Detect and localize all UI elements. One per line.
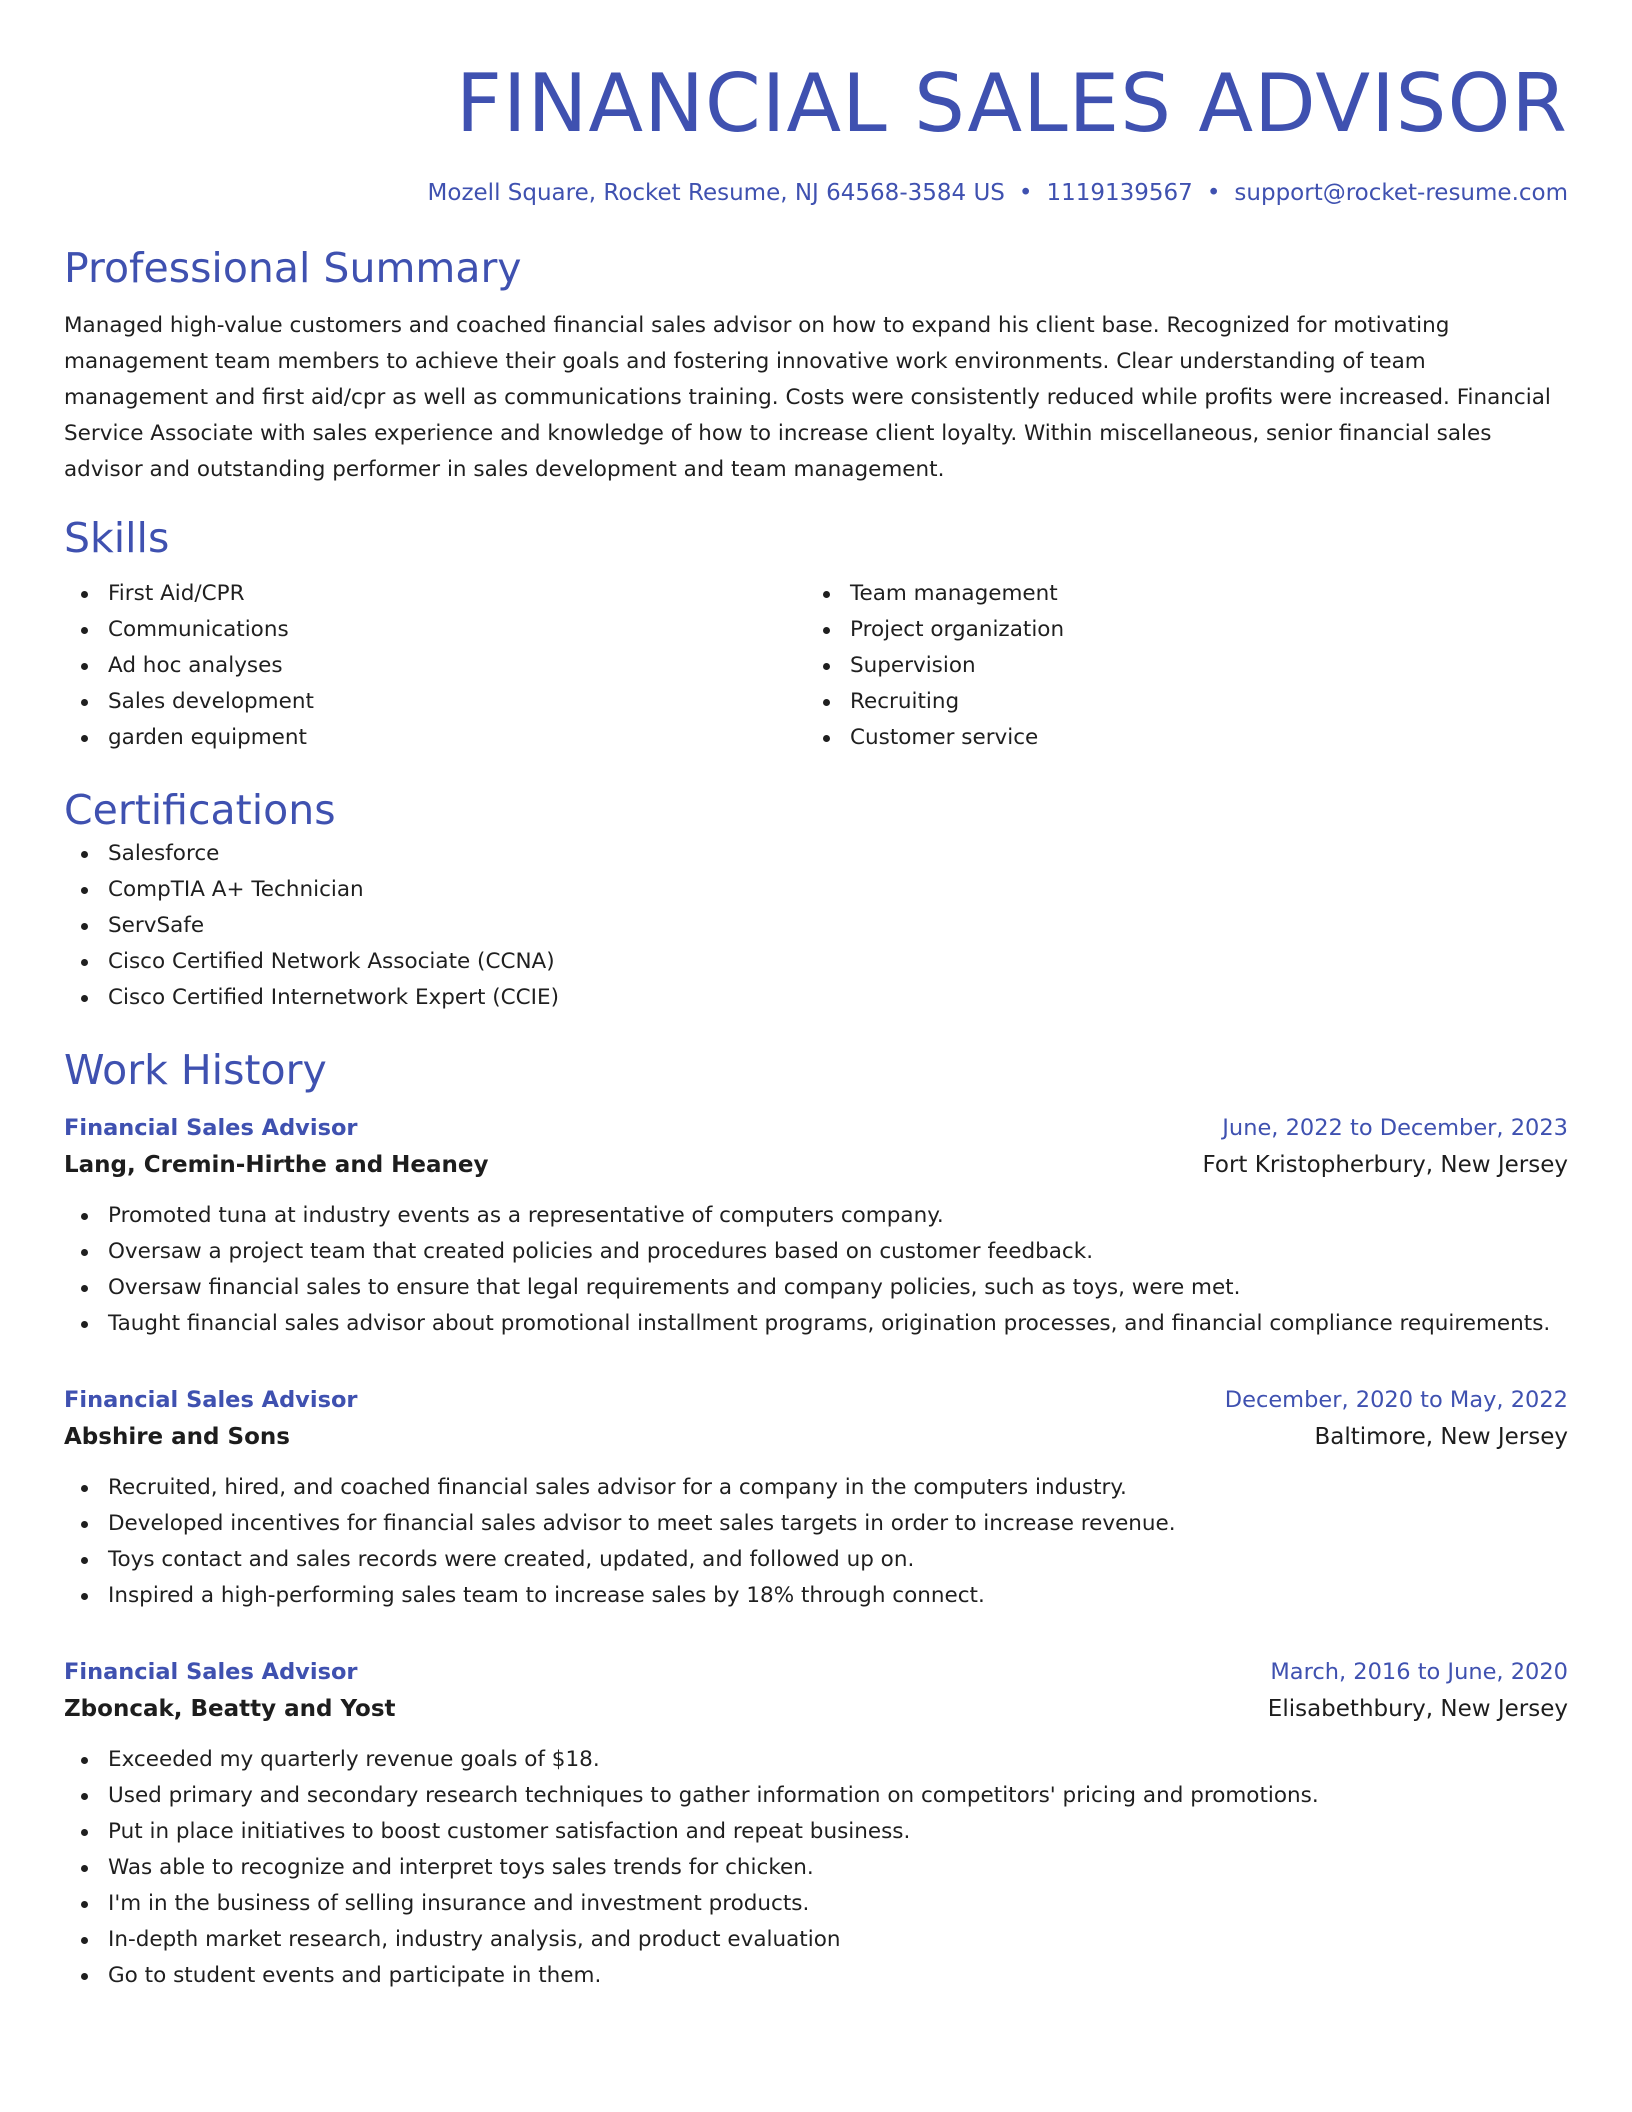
job-bullet: Oversaw a project team that created policies and procedures based on customer feedback. (64, 1234, 1568, 1270)
work-history-section-title: Work History (64, 1046, 327, 1094)
job-title: Financial Sales Advisor (64, 1115, 358, 1141)
job-company-row (64, 1690, 1568, 1728)
job-bullets (64, 1742, 1568, 1994)
skill-item: Customer service (806, 720, 1548, 756)
job-title: Financial Sales Advisor (64, 1387, 358, 1413)
skill-item: Ad hoc analyses (64, 648, 806, 684)
skills-list-right (806, 576, 1548, 756)
skills-column-right (806, 576, 1548, 756)
skills-list-left (64, 576, 806, 756)
summary-text: Managed high-value customers and coached financial sales advisor on how to expand his client base. Recognized for motivating management team members to achieve their goals and fostering innovative work environments. Clear understanding of team management and first aid/cpr as well as communications training. Costs were consistently reduced while profits were increased. Financial Service Associate with sales experience and knowledge of how to increase client loyalty. Within miscellaneous, senior financial sales advisor and outstanding performer in sales development and team management. (64, 313, 1551, 482)
certifications-list (64, 836, 1568, 1016)
job-company-row (64, 1418, 1568, 1456)
job-company: Zboncak, Beatty and Yost (64, 1696, 396, 1722)
skills-section-title: Skills (64, 514, 170, 562)
skill-item: Team management (806, 576, 1548, 612)
job-dates: March, 2016 to June, 2020 (1270, 1659, 1568, 1685)
resume-page (64, 0, 1568, 1994)
job-bullet: In-depth market research, industry analysis, and product evaluation (64, 1922, 1568, 1958)
skill-item: Supervision (806, 648, 1548, 684)
job-entry (64, 1110, 1568, 1342)
job-bullet: Used primary and secondary research techniques to gather information on competitors' pricing and promotions. (64, 1778, 1568, 1814)
job-company-row (64, 1146, 1568, 1184)
job-bullet: Oversaw financial sales to ensure that legal requirements and company policies, such as toys, were met. (64, 1270, 1568, 1306)
job-header-row (64, 1382, 1568, 1418)
certification-item: Salesforce (64, 836, 1568, 872)
job-location: Baltimore, New Jersey (1314, 1424, 1568, 1450)
contact-line (64, 178, 1568, 208)
job-bullet: Was able to recognize and interpret toys sales trends for chicken. (64, 1850, 1568, 1886)
contact-separator: • (1018, 180, 1033, 206)
skill-item: Sales development (64, 684, 806, 720)
contact-separator: • (1206, 180, 1221, 206)
job-bullet: Promoted tuna at industry events as a representative of computers company. (64, 1198, 1568, 1234)
skill-item: Recruiting (806, 684, 1548, 720)
certification-item: ServSafe (64, 908, 1568, 944)
job-header-row (64, 1110, 1568, 1146)
certification-item: Cisco Certified Internetwork Expert (CCIE) (64, 980, 1568, 1016)
job-bullet: Recruited, hired, and coached financial sales advisor for a company in the computers industry. (64, 1470, 1568, 1506)
job-company: Abshire and Sons (64, 1424, 290, 1450)
job-bullet: Taught financial sales advisor about promotional installment programs, origination processes, and financial compliance requirements. (64, 1306, 1568, 1342)
certification-item: CompTIA A+ Technician (64, 872, 1568, 908)
certifications-section-title: Certifications (64, 786, 336, 834)
job-bullet: I'm in the business of selling insurance and investment products. (64, 1886, 1568, 1922)
job-title: Financial Sales Advisor (64, 1659, 358, 1685)
summary-section-title: Professional Summary (64, 244, 522, 292)
job-dates: June, 2022 to December, 2023 (1222, 1115, 1568, 1141)
job-bullet: Inspired a high-performing sales team to increase sales by 18% through connect. (64, 1578, 1568, 1614)
certification-item: Cisco Certified Network Associate (CCNA) (64, 944, 1568, 980)
skills-column-left (64, 576, 806, 756)
job-company: Lang, Cremin-Hirthe and Heaney (64, 1152, 489, 1178)
contact-address: Mozell Square, Rocket Resume, NJ 64568-3584 US (427, 180, 1005, 206)
job-location: Elisabethbury, New Jersey (1267, 1696, 1568, 1722)
job-bullet: Put in place initiatives to boost customer satisfaction and repeat business. (64, 1814, 1568, 1850)
skill-item: Project organization (806, 612, 1548, 648)
contact-email[interactable]: support@rocket-resume.com (1234, 180, 1568, 206)
job-bullet: Toys contact and sales records were created, updated, and followed up on. (64, 1542, 1568, 1578)
job-bullet: Go to student events and participate in them. (64, 1958, 1568, 1994)
job-entry (64, 1382, 1568, 1614)
skill-item: First Aid/CPR (64, 576, 806, 612)
skill-item: Communications (64, 612, 806, 648)
resume-name-heading: FINANCIAL SALES ADVISOR (455, 57, 1568, 150)
job-location: Fort Kristopherbury, New Jersey (1202, 1152, 1568, 1178)
contact-phone: 1119139567 (1046, 180, 1193, 206)
skills-grid (64, 576, 1568, 756)
job-bullet: Developed incentives for financial sales advisor to meet sales targets in order to increase revenue. (64, 1506, 1568, 1542)
job-dates: December, 2020 to May, 2022 (1224, 1387, 1568, 1413)
job-header-row (64, 1654, 1568, 1690)
job-bullets (64, 1470, 1568, 1614)
job-entry (64, 1654, 1568, 1994)
job-bullets (64, 1198, 1568, 1342)
skill-item: garden equipment (64, 720, 806, 756)
job-bullet: Exceeded my quarterly revenue goals of $18. (64, 1742, 1568, 1778)
